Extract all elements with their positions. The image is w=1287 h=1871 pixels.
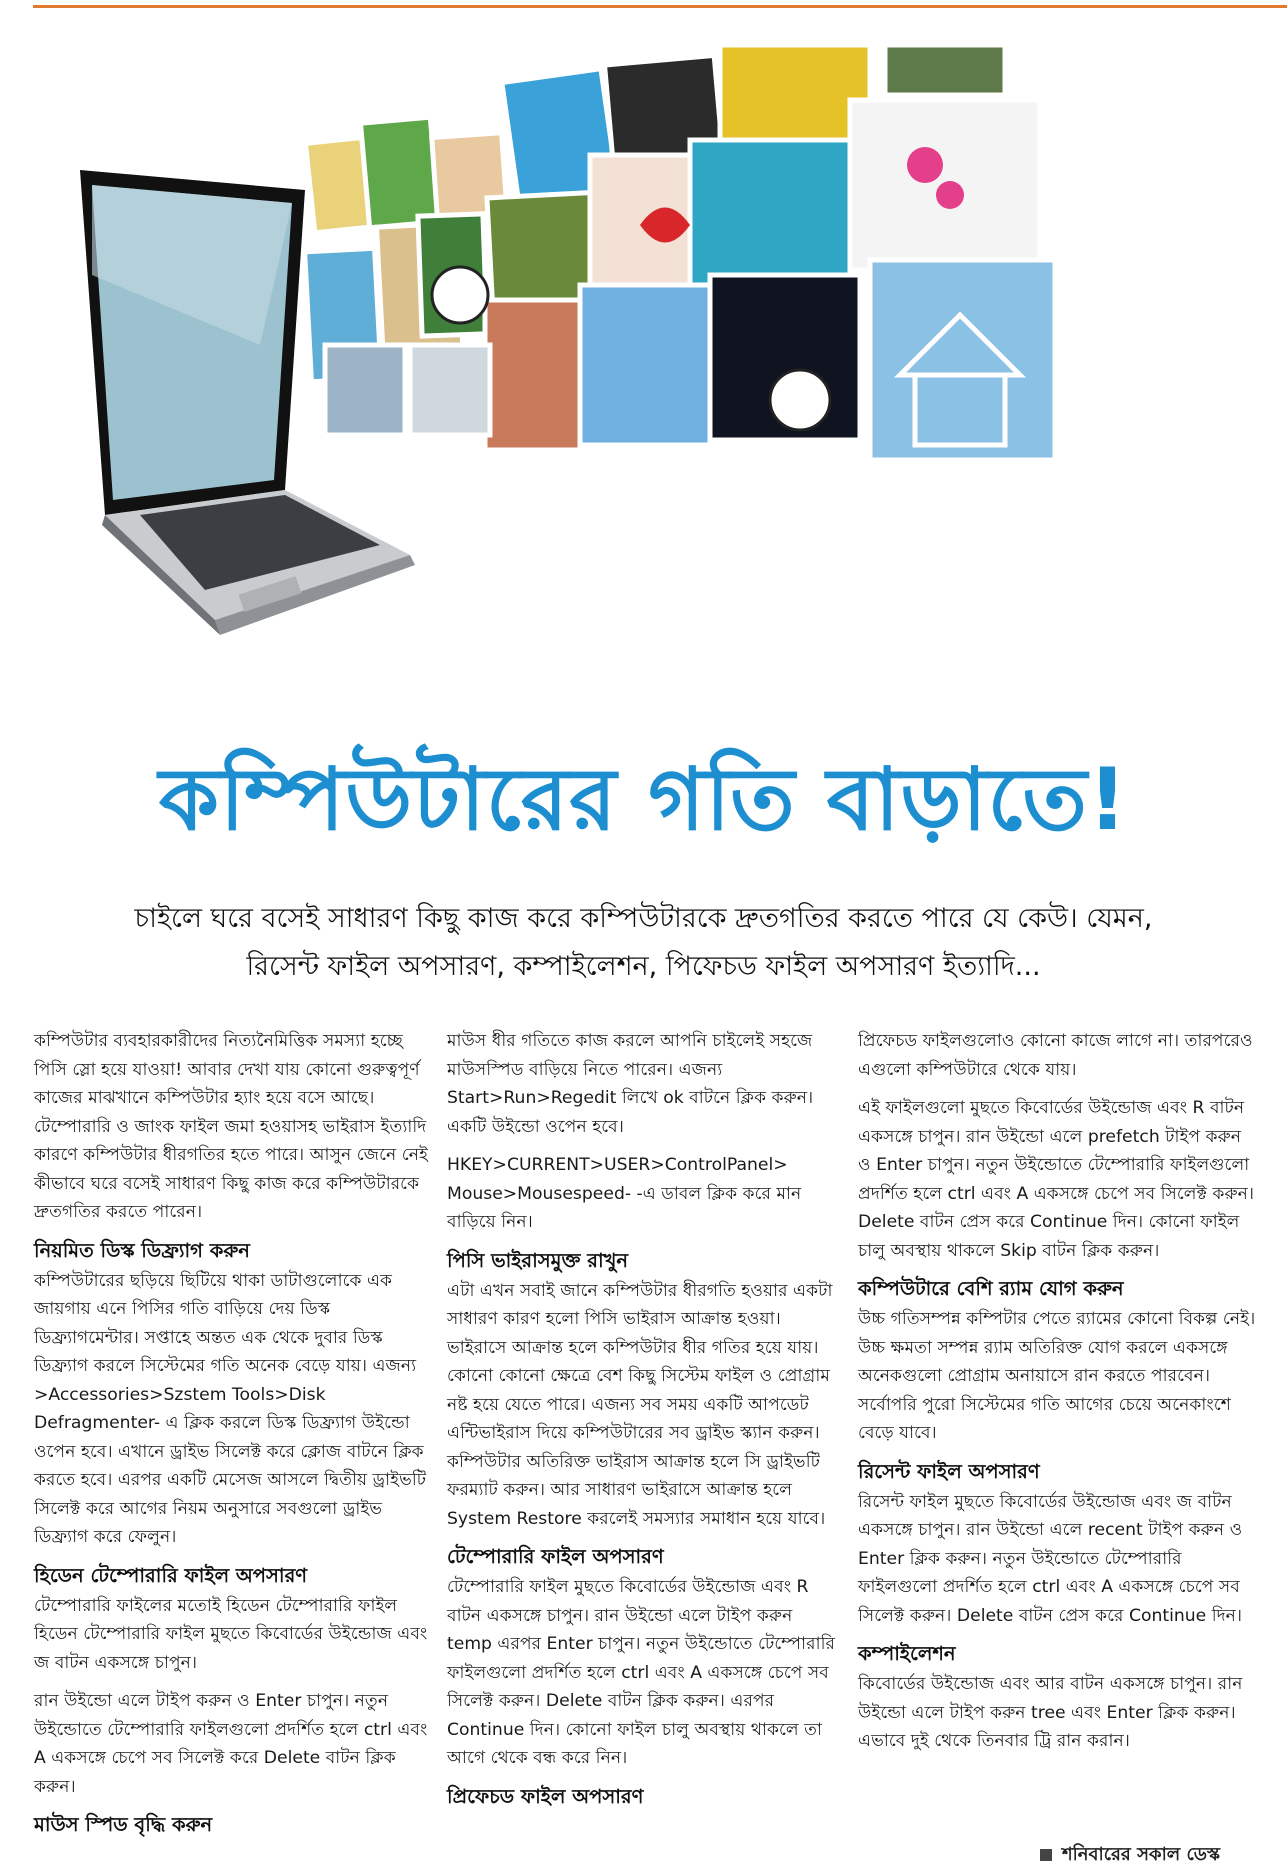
section-heading: কম্পাইলেশন — [858, 1642, 956, 1665]
paragraph: কিবোর্ডের উইন্ডোজ এবং আর বাটন একসঙ্গে চাপুন। রান উইন্ডো এলে টাইপ করুন tree এবং Enter ক্লিক করুন। এভাবে দুই থেকে তিনবার ট্রি রান করান। — [858, 1674, 1243, 1751]
headline: কম্পিউটারের গতি বাড়াতে! — [158, 750, 1129, 850]
byline — [1040, 1840, 1220, 1871]
paragraph: রিসেন্ট ফাইল মুছতে কিবোর্ডের উইন্ডোজ এবং জ বাটন একসঙ্গে চাপুন। রান উইন্ডো এলে recent টাইপ করুন ও Enter ক্লিক করুন। নতুন উইন্ডোতে টেম্পোরারি ফাইলগুলো প্রদর্শিত হলে ctrl এবং A একসঙ্গে চেপে সব সিলেক্ট করুন। Delete বাটন প্রেস করে Continue দিন। — [858, 1491, 1243, 1626]
section-heading: কম্পিউটারে বেশি র‍্যাম যোগ করুন — [858, 1277, 1124, 1300]
dek — [110, 895, 1177, 991]
section-heading: পিসি ভাইরাসমুক্ত রাখুন — [447, 1248, 629, 1272]
square-bullet-icon — [1040, 1849, 1052, 1861]
top-rule — [33, 5, 1287, 8]
paragraph: এটা এখন সবাই জানে কম্পিউটার ধীরগতি হওয়ার একটা সাধারণ কারণ হলো পিসি ভাইরাস আক্রান্ত হওয়া। ভাইরাসে আক্রান্ত হলে কম্পিউটার ধীর গতির হয়ে যায়। কোনো কোনো ক্ষেত্রে বেশ কিছু সিস্টেম ফাইল ও প্রোগ্রাম নষ্ট হয়ে যেতে পারে। এজন্য সব সময় একটি আপডেট এন্টিভাইরাস দিয়ে কম্পিউটারের সব ড্রাইভ স্ক্যান করুন। কম্পিউটার অতিরিক্ত ভাইরাস আক্রান্ত হলে সি ড্রাইভটি ফরম্যাট করুন। আর সাধারণ ভাইরাসে আক্রান্ত হলে System Restore করলেই সমস্যার সমাধান হয়ে যাবে। — [447, 1280, 833, 1529]
paragraph: টেম্পোরারি ফাইল মুছতে কিবোর্ডের উইন্ডোজ এবং R বাটন একসঙ্গে চাপুন। রান উইন্ডো এলে টাইপ করুন temp এরপর Enter চাপুন। নতুন উইন্ডোতে টেম্পোরারি ফাইলগুলো প্রদর্শিত হলে ctrl এবং A একসঙ্গে চেপে সব সিলেক্ট করুন। Delete বাটন ক্লিক করুন। এরপর Continue দিন। কোনো ফাইল চালু অবস্থায় থাকলে তা আগে থেকে বন্ধ করে নিন। — [447, 1577, 835, 1768]
column-3 — [858, 1027, 1258, 1766]
paragraph: HKEY>CURRENT>USER>ControlPanel> Mouse>Mousespeed- -এ ডাবল ক্লিক করে মান বাড়িয়ে নিন। — [447, 1155, 802, 1232]
intro-paragraph: কম্পিউটার ব্যবহারকারীদের নিত্যনৈমিত্তিক সমস্যা হচ্ছে পিসি স্লো হয়ে যাওয়া! আবার দেখা যায় কোনো গুরুত্বপূর্ণ কাজের মাঝখানে কম্পিউটার হ্যাং হয়ে বসে আছে। টেম্পোরারি ও জাংক ফাইল জমা হওয়াসহ ভাইরাস ইত্যাদি কারণে কম্পিউটার ধীরগতির হতে পারে। আসুন জেনে নেই কীভাবে ঘরে বসেই সাধারণ কিছু কাজ করে কম্পিউটারকে দ্রুতগতির করতে পারেন। — [34, 1031, 428, 1222]
column-2 — [447, 1027, 842, 1813]
section-heading: প্রিফেচড ফাইল অপসারণ — [447, 1784, 644, 1808]
dek-line-1: চাইলে ঘরে বসেই সাধারণ কিছু কাজ করে কম্পিউটারকে দ্রুতগতির করতে পারে যে কেউ। যেমন, — [134, 903, 1153, 934]
byline-text: শনিবারের সকাল ডেস্ক — [1062, 1844, 1220, 1865]
section-heading: হিডেন টেম্পোরারি ফাইল অপসারণ — [34, 1563, 308, 1587]
section-heading: রিসেন্ট ফাইল অপসারণ — [858, 1459, 1040, 1483]
paragraph: উচ্চ গতিসম্পন্ন কম্পিটার পেতে র‍্যামের কোনো বিকল্প নেই। উচ্চ ক্ষমতা সম্পন্ন র‍্যাম অতিরিক্ত যোগ করলে একসঙ্গে অনেকগুলো প্রোগ্রাম অনায়াসে রান করতে পারবেন। সর্বোপরি পুরো সিস্টেমের গতি আগের চেয়ে অনেকাংশে বেড়ে যাবে। — [858, 1309, 1256, 1443]
dek-line-2: রিসেন্ট ফাইল অপসারণ, কম্পাইলেশন, পিফেচড ফাইল অপসারণ ইত্যাদি... — [246, 951, 1041, 982]
paragraph: এই ফাইলগুলো মুছতে কিবোর্ডের উইন্ডোজ এবং R বাটন একসঙ্গে চাপুন। রান উইন্ডো এলে prefetch টাইপ করুন ও Enter চাপুন। নতুন উইন্ডোতে টেম্পোরারি ফাইলগুলো প্রদর্শিত হলে ctrl এবং A একসঙ্গে চেপে সব সিলেক্ট করুন। Delete বাটন প্রেস করে Continue দিন। কোনো ফাইল চালু অবস্থায় থাকলে Skip বাটন ক্লিক করুন। — [858, 1098, 1255, 1261]
section-heading: নিয়মিত ডিস্ক ডিফ্র্যাগ করুন — [34, 1238, 250, 1262]
section-heading: মাউস স্পিড বৃদ্ধি করুন — [34, 1813, 213, 1836]
paragraph: কম্পিউটারের ছড়িয়ে ছিটিয়ে থাকা ডাটাগুলোকে এক জায়গায় এনে পিসির গতি বাড়িয়ে দেয় ডিস্ক ডিফ্র্যাগমেন্টার। সপ্তাহে অন্তত এক থেকে দুবার ডিস্ক ডিফ্র্যাগ করলে সিস্টেমের গতি অনেক বেড়ে যায়। এজন্য >Accessories>Szstem Tools>Disk Defragmenter- এ ক্লিক করলে ডিস্ক ডিফ্র্যাগ উইন্ডো ওপেন হবে। এখানে ড্রাইভ সিলেক্ট করে ক্লোজ বাটনে ক্লিক করতে হবে। এরপর একটি মেসেজ আসলে দ্বিতীয় ড্রাইভটি সিলেক্ট করে আগের নিয়ম অনুসারে সবগুলো ড্রাইভ ডিফ্র্যাগ করে ফেলুন। — [34, 1270, 427, 1547]
photo-collage — [305, 45, 1055, 460]
section-heading: টেম্পোরারি ফাইল অপসারণ — [447, 1545, 664, 1568]
hero-illustration — [80, 45, 1260, 725]
paragraph: প্রিফেচড ফাইলগুলোও কোনো কাজে লাগে না। তারপরেও এগুলো কম্পিউটারে থেকে যায়। — [858, 1031, 1253, 1080]
paragraph: মাউস ধীর গতিতে কাজ করলে আপনি চাইলেই সহজে মাউসস্পিড বাড়িয়ে নিতে পারেন। এজন্য Start>Run>Regedit লিখে ok বাটনে ক্লিক করুন। একটি উইন্ডো ওপেন হবে। — [447, 1031, 814, 1137]
column-1 — [34, 1027, 429, 1841]
paragraph: টেম্পোরারি ফাইলের মতোই হিডেন টেম্পোরারি ফাইল হিডেন টেম্পোরারি ফাইল মুছতে কিবোর্ডের উইন্ডোজ এবং জ বাটন একসঙ্গে চাপুন। — [34, 1595, 428, 1673]
paragraph: রান উইন্ডো এলে টাইপ করুন ও Enter চাপুন। নতুন উইন্ডোতে টেম্পোরারি ফাইলগুলো প্রদর্শিত হলে ctrl এবং A একসঙ্গে চেপে সব সিলেক্ট করে Delete বাটন ক্লিক করুন। — [34, 1691, 428, 1797]
